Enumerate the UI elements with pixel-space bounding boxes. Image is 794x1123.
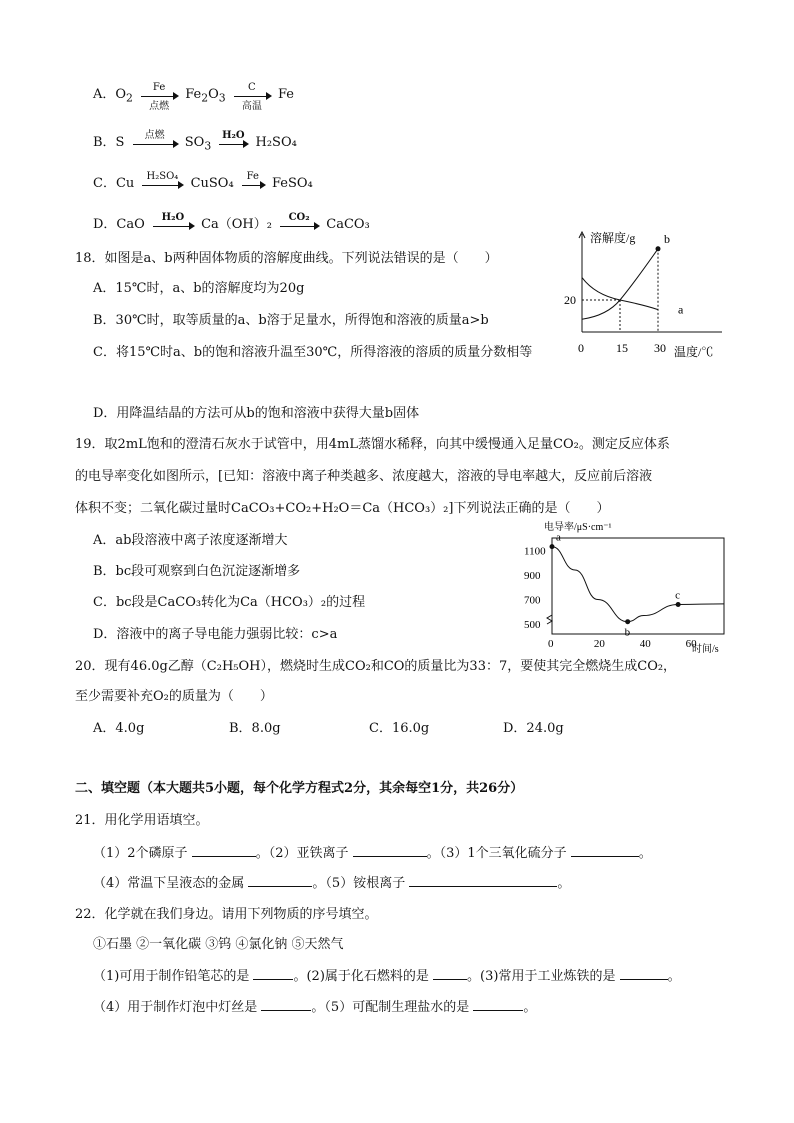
- q17-a-end: Fe: [277, 87, 294, 102]
- q20-stem-line1: 20．现有46.0g乙醇（C₂H₅OH），燃烧时生成CO₂和CO的质量比为33：7，要使其完全燃烧生成CO₂，: [75, 659, 677, 674]
- arrow-condition: 点燃: [149, 100, 170, 112]
- q18-option-d: D．用降温结晶的方法可从b的饱和溶液中获得大量b固体: [93, 406, 420, 421]
- reaction-arrow: [280, 211, 318, 231]
- q19-stem-line2: 的电导率变化如图所示，[已知：溶液中离子种类越多、浓度越大，溶液的导电率越大，反应前后溶液: [75, 469, 653, 484]
- conductivity-line: [552, 547, 724, 622]
- y-tick-label: 20: [564, 293, 576, 307]
- q17-option-c: [93, 170, 313, 193]
- q22-part5: （4）用于制作灯泡中灯丝是: [93, 1000, 258, 1015]
- y-axis-label: 溶解度/g: [590, 231, 636, 245]
- axis-break: [547, 615, 552, 624]
- answer-blank[interactable]: [571, 844, 639, 857]
- q17-option-b: B．S 点燃 $SO_3$ H₂O H₂SO₄: [93, 134, 297, 156]
- answer-blank[interactable]: [261, 998, 311, 1011]
- answer-blank[interactable]: [433, 967, 467, 980]
- q18-option-c: C．将15℃时a、b的饱和溶液升温至30℃，所得溶液的溶质的质量分数相等: [93, 345, 533, 360]
- q17-b-prefix: B．S: [93, 135, 125, 150]
- series-b-endpoint: [656, 246, 661, 251]
- q22-part4: 。: [667, 969, 681, 984]
- section-heading: 二、填空题（本大题共5小题，每个化学方程式2分，其余每空1分，共26分）: [75, 781, 524, 796]
- q22-line2: [93, 998, 536, 1017]
- q19-stem-line3: 体积不变；二氧化碳过量时CaCO₃+CO₂+H₂O＝Ca（HCO₃）₂]下列说法正确的是（ ）: [75, 501, 610, 516]
- q21-part2: 。（2）亚铁离子: [255, 846, 349, 861]
- q17-c-end: FeSO₄: [271, 176, 313, 191]
- answer-blank[interactable]: [473, 998, 523, 1011]
- q17-d-mid: Ca（OH）₂: [201, 217, 272, 232]
- q20-option-d: D．24.0g: [503, 721, 564, 736]
- series-label: a: [678, 302, 684, 317]
- q21-part3: 。（3）1个三氧化硫分子: [426, 846, 567, 861]
- q17-a-prefix: A．O: [93, 87, 127, 102]
- y-tick-label: 700: [524, 594, 541, 607]
- q20-option-b: B．8.0g: [229, 721, 281, 736]
- q20-option-c: C．16.0g: [369, 721, 430, 736]
- q22-part7: 。: [523, 1000, 537, 1015]
- q21-line2: [93, 874, 570, 893]
- q21-part4: 。: [638, 846, 652, 861]
- x-tick-label: 0: [578, 341, 584, 355]
- plot-frame: [552, 538, 724, 634]
- q17-option-d: [93, 211, 370, 234]
- x-tick-label: 20: [593, 638, 605, 650]
- q18-stem: 18．如图是a、b两种固体物质的溶解度曲线。下列说法错误的是（ ）: [75, 251, 498, 266]
- reaction-arrow: [219, 129, 247, 149]
- arrow-condition: H₂O: [222, 129, 245, 141]
- q17-c-mid: CuSO₄: [190, 176, 234, 191]
- point-label: c: [675, 589, 681, 602]
- q19-option-d: D．溶液中的离子导电能力强弱比较：c>a: [93, 627, 338, 642]
- q18-option-a: A．15℃时，a、b的溶解度均为20g: [93, 281, 305, 296]
- q22-part1: （1)可用于制作铅笔芯的是: [93, 969, 250, 984]
- q22-part6: 。（5）可配制生理盐水的是: [311, 1000, 470, 1015]
- point-label: b: [624, 626, 631, 639]
- arrow-condition: Fe: [152, 81, 166, 93]
- y-axis-label: 电导率/μS·cm⁻¹: [544, 522, 612, 533]
- q21-part1: （1）2个磷原子: [93, 846, 188, 861]
- reaction-arrow: [142, 170, 182, 190]
- q18-option-b: B．30℃时，取等质量的a、b溶于足量水，所得饱和溶液的质量a>b: [93, 313, 489, 328]
- q21-part6: 。（5）铵根离子: [312, 876, 406, 891]
- y-tick-label: 1100: [524, 545, 546, 558]
- x-tick-label: 0: [548, 638, 554, 650]
- answer-blank[interactable]: [409, 874, 557, 887]
- q17-option-a: A．$O_2$ Fe 点燃 $Fe_2O_3$ C 高温 Fe: [93, 86, 294, 108]
- answer-blank[interactable]: [353, 844, 427, 857]
- q22-items: ①石墨 ②一氧化碳 ③钨 ④氯化钠 ⑤天然气: [93, 937, 344, 952]
- reaction-arrow: [141, 81, 177, 112]
- q17-b-mid: SO: [184, 135, 205, 150]
- point-a: [550, 544, 555, 549]
- x-tick-label: 30: [654, 341, 666, 355]
- q21-part5: （4）常温下呈液态的金属: [93, 876, 245, 891]
- q20-stem-line2: 至少需要补充O₂的质量为（ ）: [75, 689, 273, 704]
- answer-blank[interactable]: [248, 874, 312, 887]
- q21-stem: 21．用化学用语填空。: [75, 813, 209, 828]
- answer-blank[interactable]: [253, 967, 293, 980]
- arrow-condition: CO₂: [288, 211, 310, 223]
- answer-blank[interactable]: [192, 844, 256, 857]
- x-axis-label: 温度/℃: [674, 345, 714, 359]
- reaction-arrow: [242, 170, 264, 190]
- q21-part7: 。: [557, 876, 571, 891]
- arrow-condition: H₂O: [161, 211, 185, 223]
- x-tick-label: 60: [685, 638, 697, 650]
- reaction-arrow: [153, 211, 193, 231]
- point-c: [676, 602, 681, 607]
- arrow-condition: H₂SO₄: [146, 170, 179, 182]
- q17-b-end: H₂SO₄: [255, 135, 297, 150]
- arrow-condition: 点燃: [144, 129, 165, 141]
- q19-option-c: C．bc段是CaCO₃转化为Ca（HCO₃）₂的过程: [93, 595, 366, 610]
- x-axis-label: 时间/s: [692, 644, 719, 655]
- arrow-condition: C: [248, 81, 256, 93]
- q19-option-a: A．ab段溶液中离子浓度逐渐增大: [93, 533, 288, 548]
- y-tick-label: 500: [524, 619, 541, 632]
- series-label: b: [664, 231, 670, 246]
- solubility-chart: [560, 226, 740, 366]
- reaction-arrow: [234, 81, 270, 112]
- q17-a-mid: Fe: [185, 87, 202, 102]
- y-tick-label: 900: [524, 569, 541, 582]
- q22-line1: [93, 967, 681, 986]
- reaction-arrow: [133, 129, 177, 149]
- q22-part2: 。(2)属于化石燃料的是: [293, 969, 429, 984]
- q22-stem: 22．化学就在我们身边。请用下列物质的序号填空。: [75, 907, 378, 922]
- x-tick-label: 15: [616, 341, 628, 355]
- point-label: a: [556, 531, 561, 544]
- q21-line1: [93, 844, 652, 863]
- answer-blank[interactable]: [620, 967, 668, 980]
- arrow-condition: 高温: [241, 100, 262, 112]
- q19-option-b: B．bc段可观察到白色沉淀逐渐增多: [93, 564, 301, 579]
- conductivity-chart: [520, 518, 735, 658]
- q17-d-end: CaCO₃: [326, 217, 370, 232]
- x-tick-label: 40: [639, 638, 651, 650]
- q19-stem-line1: 19．取2mL饱和的澄清石灰水于试管中，用4mL蒸馏水稀释，向其中缓慢通入足量CO₂。测定反应体系: [75, 437, 670, 452]
- q20-option-a: A．4.0g: [93, 721, 145, 736]
- q17-c-prefix: C．Cu: [93, 176, 135, 191]
- q22-part3: 。(3)常用于工业炼铁的是: [467, 969, 616, 984]
- point-b: [625, 619, 630, 624]
- arrow-condition: Fe: [246, 170, 259, 182]
- q17-d-prefix: D．CaO: [93, 217, 145, 232]
